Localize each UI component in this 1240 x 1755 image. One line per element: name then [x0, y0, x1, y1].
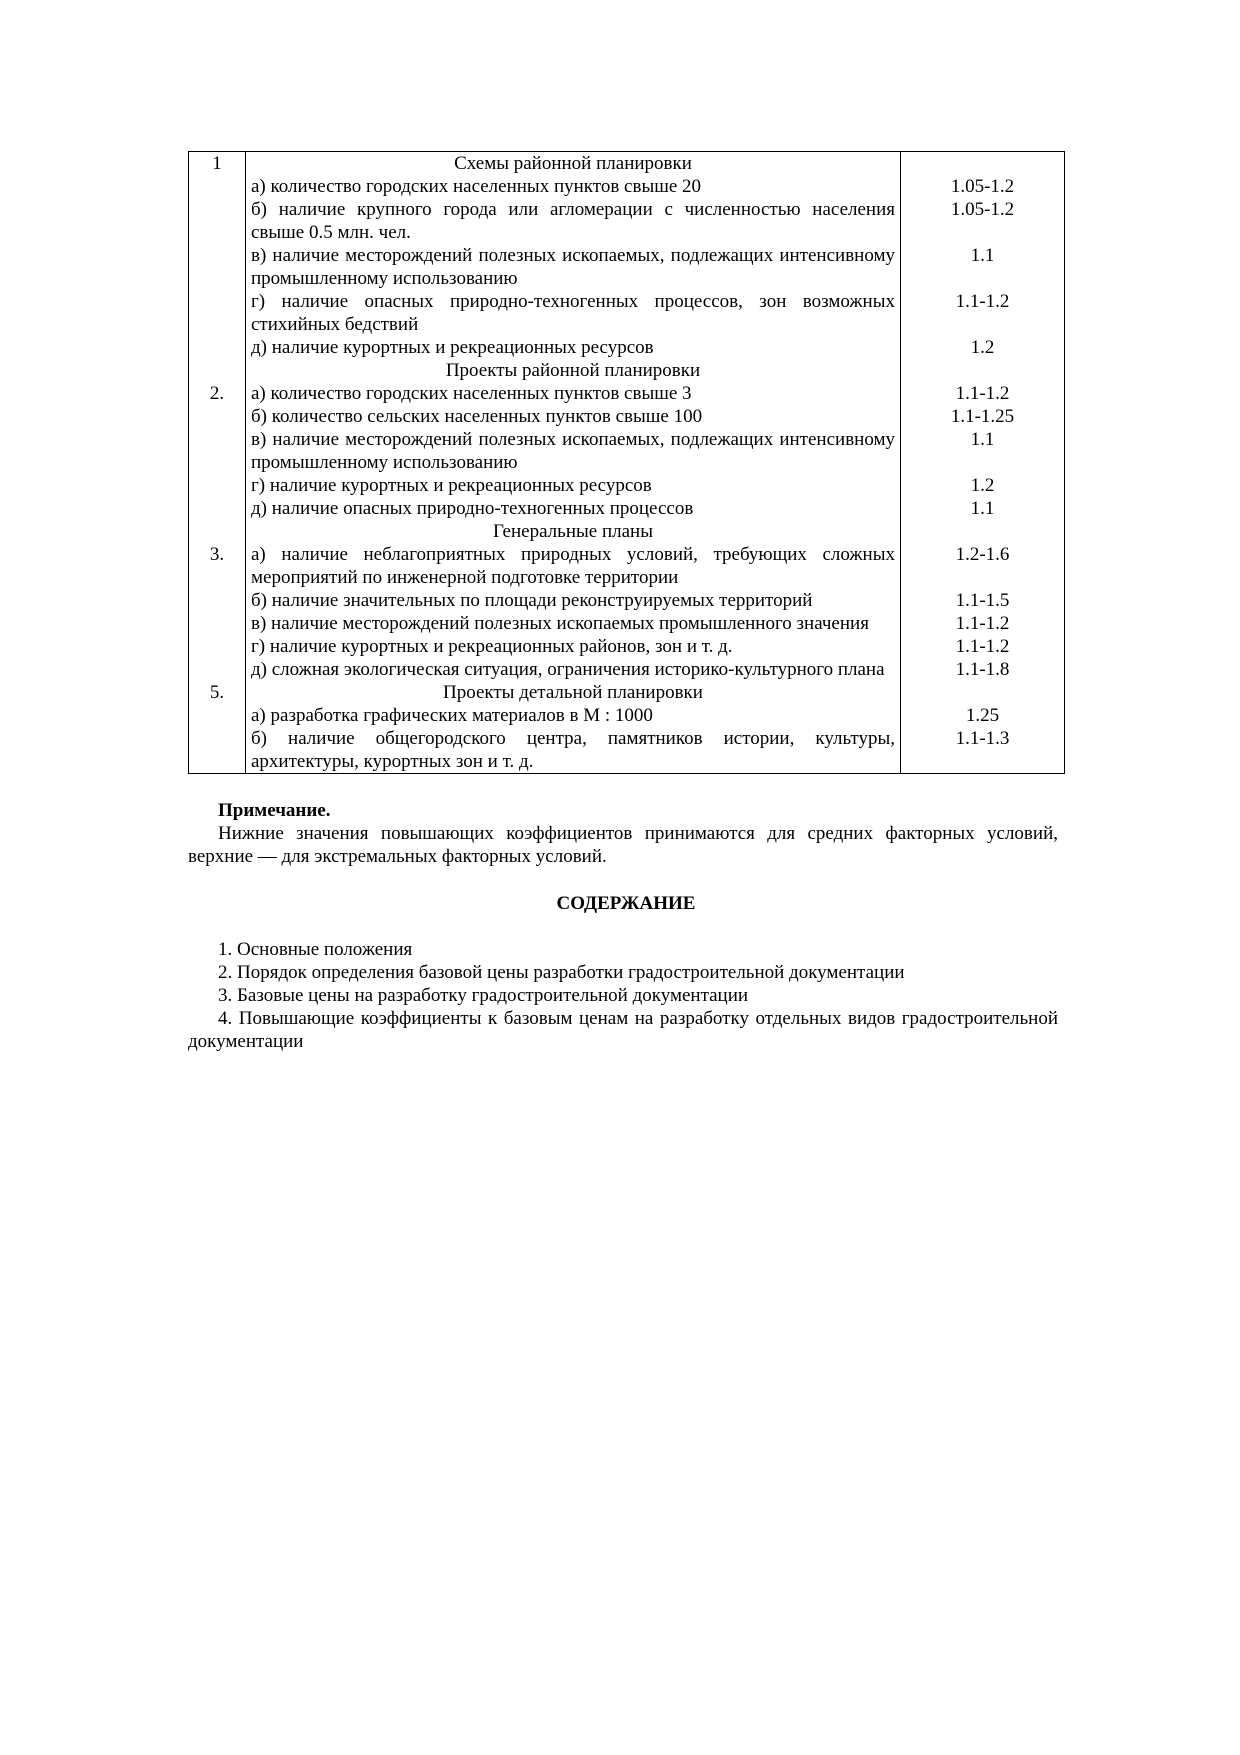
row-text: б) наличие общегородского центра, памятников истории, культуры, архитектуры, курортных зон и т. д.: [246, 727, 901, 774]
row-text: а) количество городских населенных пунктов свыше 3: [246, 382, 901, 405]
section-title: Проекты районной планировки: [246, 359, 901, 382]
row-value: 1.1-1.2: [901, 290, 1065, 336]
row-value: 1.1-1.3: [901, 727, 1065, 774]
row-text: б) наличие крупного города или агломерации с численностью населения свыше 0.5 млн. чел.: [246, 198, 901, 244]
row-value: 1.1-1.2: [901, 612, 1065, 635]
row-value: 1.2-1.6: [901, 543, 1065, 589]
table-row: [189, 198, 1065, 244]
table-row: [189, 405, 1065, 428]
section-title: Проекты детальной планировки: [246, 681, 901, 704]
toc-item: 2. Порядок определения базовой цены разработки градостроительной документации: [218, 962, 905, 983]
row-value: 1.1-1.25: [901, 405, 1065, 428]
document-page: [188, 151, 1064, 1053]
row-value: 1.1-1.2: [901, 635, 1065, 658]
note-text: Нижние значения повышающих коэффициентов принимаются для средних факторных условий, верхние — для экстремальных факторных условий.: [188, 823, 1058, 867]
row-value: 1.2: [901, 474, 1065, 497]
section-title: Схемы районной планировки: [246, 152, 901, 176]
row-value: 1.2: [901, 336, 1065, 359]
row-value: 1.05-1.2: [901, 198, 1065, 244]
note: [188, 799, 1064, 868]
table-row: [189, 175, 1065, 198]
row-value: 1.1: [901, 428, 1065, 474]
section-title: Генеральные планы: [246, 520, 901, 543]
table-row: [189, 635, 1065, 658]
row-text: а) наличие неблагоприятных природных условий, требующих сложных мероприятий по инженерной подготовке территории: [246, 543, 901, 589]
row-value: 1.25: [901, 704, 1065, 727]
row-text: б) наличие значительных по площади реконструируемых территорий: [246, 589, 901, 612]
section-number: 1: [189, 152, 246, 176]
row-text: г) наличие курортных и рекреационных ресурсов: [246, 474, 901, 497]
table-row: [189, 497, 1065, 520]
section-number: 2.: [189, 382, 246, 405]
row-value: 1.05-1.2: [901, 175, 1065, 198]
table-row: [189, 336, 1065, 359]
row-value: 1.1-1.2: [901, 382, 1065, 405]
row-text: в) наличие месторождений полезных ископаемых, подлежащих интенсивному промышленному использованию: [246, 244, 901, 290]
table-row: [189, 543, 1065, 589]
row-text: д) наличие курортных и рекреационных ресурсов: [246, 336, 901, 359]
table-row: [189, 681, 1065, 704]
table-row: [189, 589, 1065, 612]
row-value: 1.1-1.8: [901, 658, 1065, 681]
row-text: в) наличие месторождений полезных ископаемых промышленного значения: [246, 612, 901, 635]
section-number: 3.: [189, 543, 246, 589]
row-value: 1.1: [901, 497, 1065, 520]
row-text: г) наличие опасных природно-техногенных процессов, зон возможных стихийных бедствий: [246, 290, 901, 336]
table-row: [189, 727, 1065, 774]
table-row: [189, 152, 1065, 176]
table-row: [189, 382, 1065, 405]
toc-item: 1. Основные положения: [218, 939, 413, 960]
row-text: а) разработка графических материалов в М : 1000: [246, 704, 901, 727]
table-row: [189, 658, 1065, 681]
table-row: [189, 612, 1065, 635]
contents-title: СОДЕРЖАНИЕ: [556, 893, 696, 914]
section-number: 5.: [189, 681, 246, 704]
table-row: [189, 290, 1065, 336]
toc-item: 3. Базовые цены на разработку градостроительной документации: [218, 985, 749, 1006]
coefficients-table: [188, 151, 1065, 774]
row-value: 1.1-1.5: [901, 589, 1065, 612]
row-text: б) количество сельских населенных пунктов свыше 100: [246, 405, 901, 428]
row-text: д) сложная экологическая ситуация, ограничения историко-культурного плана: [246, 658, 901, 681]
table-row: [189, 704, 1065, 727]
row-value: 1.1: [901, 244, 1065, 290]
table-of-contents: [188, 938, 1064, 1053]
row-text: г) наличие курортных и рекреационных районов, зон и т. д.: [246, 635, 901, 658]
toc-item: 4. Повышающие коэффициенты к базовым ценам на разработку отдельных видов градостроительной документации: [188, 1008, 1058, 1052]
note-title: Примечание.: [218, 800, 331, 821]
row-text: д) наличие опасных природно-техногенных процессов: [246, 497, 901, 520]
row-text: а) количество городских населенных пунктов свыше 20: [246, 175, 901, 198]
table-row: [189, 359, 1065, 382]
table-row: [189, 520, 1065, 543]
table-row: [189, 474, 1065, 497]
table-row: [189, 428, 1065, 474]
row-text: в) наличие месторождений полезных ископаемых, подлежащих интенсивному промышленному использованию: [246, 428, 901, 474]
table-row: [189, 244, 1065, 290]
